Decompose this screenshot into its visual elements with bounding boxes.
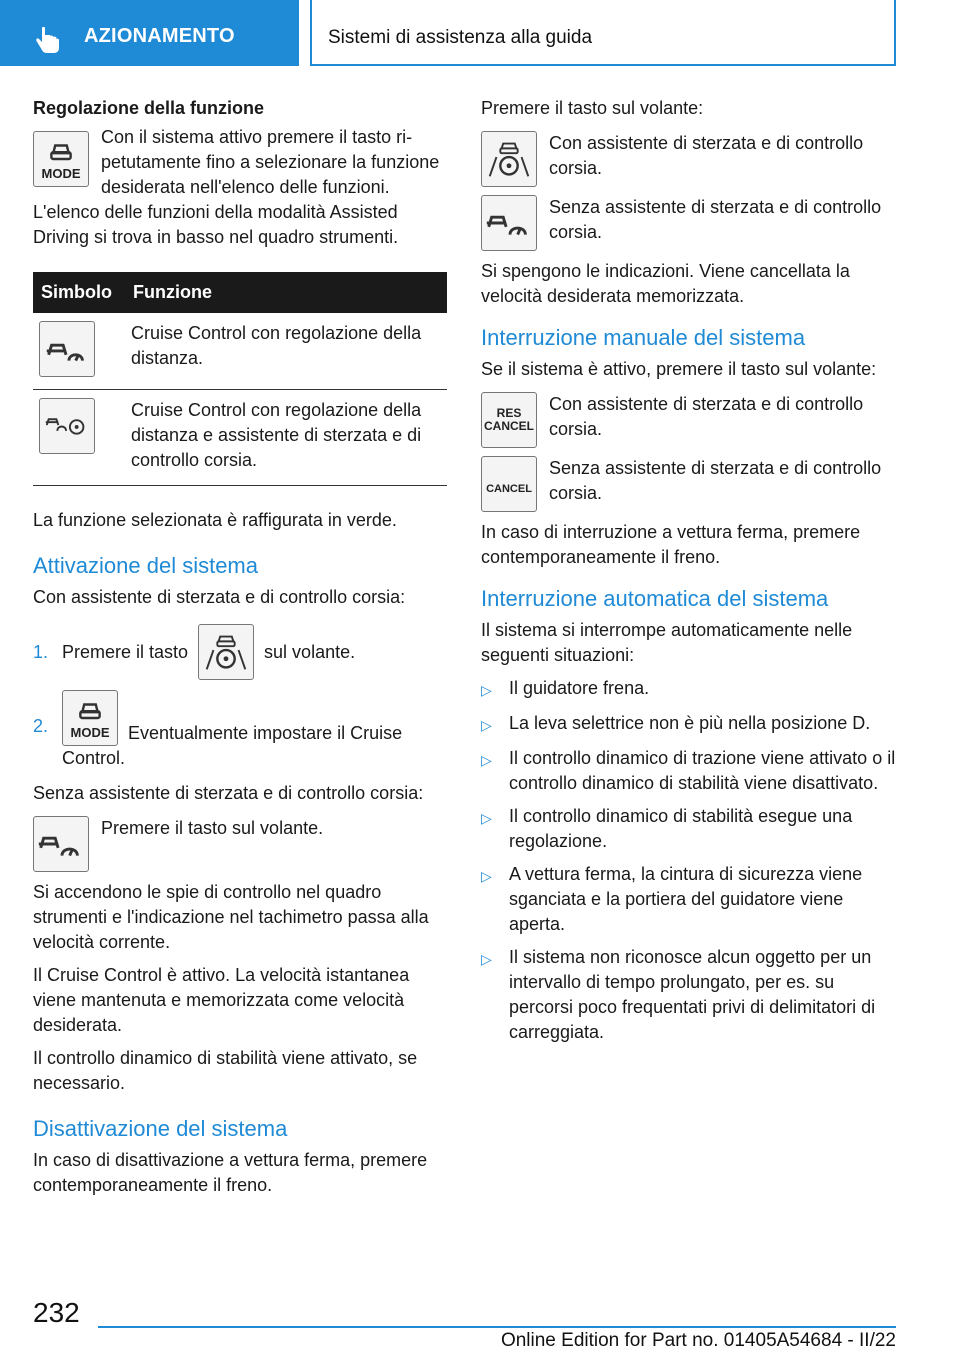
triangle-bullet-icon: ▷: [481, 951, 492, 967]
lane-assist-button-image: [198, 624, 254, 680]
lamps-paragraph: Si accendono le spie di controllo nel quadro strumenti e l'indicazione nel tachimetro passa alla velocità corrente.: [33, 882, 429, 952]
step1-before: Premere il tasto: [62, 641, 189, 662]
cancel-button-image: [481, 456, 537, 512]
list-item-text: La leva selettrice non è più nella posizione D.: [509, 713, 871, 733]
manual-heading: Interruzione manuale del sistema: [481, 325, 806, 350]
lane-assist-cruise-icon: [40, 399, 94, 453]
automatic-intro: Il sistema si interrompe automaticamente nelle seguenti situazioni:: [481, 620, 853, 665]
option-row: [481, 392, 897, 448]
acc-symbol-image: [39, 321, 95, 377]
activation-with-lane: Con assistente di sterzata e di controllo corsia:: [33, 587, 406, 607]
function-adjust-text: Con il sistema attivo premere il tasto ripetutamente fino a selezionare la funzione desiderata nell'elenco delle funzioni. L'elenco delle funzioni della modalità Assisted Driving si trova in basso nel quadro strumenti.: [33, 127, 440, 247]
option-row: [481, 456, 897, 512]
triangle-bullet-icon: ▷: [481, 717, 492, 733]
step2-text: Eventualmente impostare il Cruise Control.: [62, 723, 403, 768]
chapter-tab: [310, 0, 896, 66]
function-adjust-heading: Regolazione della funzione: [33, 98, 265, 118]
symbol-column-header: Simbolo: [33, 272, 125, 313]
option-row: [481, 195, 897, 251]
list-item: [481, 862, 897, 937]
activation-steps: [33, 624, 449, 771]
manual-option-without: Senza assistente di sterzata e di controllo corsia.: [549, 458, 882, 503]
list-item-text: Il guidatore frena.: [509, 678, 650, 698]
table-row: [33, 390, 447, 486]
res-label: RES: [496, 406, 522, 420]
mode-label: MODE: [41, 166, 81, 181]
symbol-table: [33, 272, 447, 486]
manual-stationary: In caso di interruzione a vettura ferma, premere contemporaneamente il freno.: [481, 522, 861, 567]
press-wheel-intro: Premere il tasto sul volante:: [481, 98, 704, 118]
list-item-text: Il controllo dinamico di trazione viene attivato o il controllo dinamico di stabilità viene disattivato.: [509, 748, 896, 793]
step1-after: sul volante.: [264, 641, 356, 662]
dsc-paragraph: Il controllo dinamico di stabilità viene attivato, se necessario.: [33, 1048, 418, 1093]
page-number: 232: [33, 1297, 80, 1328]
activation-without-lane: Senza assistente di sterzata e di controllo corsia:: [33, 783, 424, 803]
function-cell: Cruise Control con regolazione della distanza.: [125, 313, 447, 390]
step-number: 1.: [33, 641, 49, 662]
distance-cruise-icon: [482, 196, 536, 250]
list-item: [481, 945, 897, 1045]
list-item-text: A vettura ferma, la cintura di sicurezza viene sganciata e la portiera del guidatore viene aperta.: [509, 864, 863, 934]
list-item: [481, 676, 897, 703]
triangle-bullet-icon: ▷: [481, 752, 492, 768]
table-row: [33, 313, 447, 390]
list-item: [33, 690, 449, 771]
mode-button-image: [62, 690, 118, 746]
deactivation-heading: Disattivazione del sistema: [33, 1116, 288, 1141]
green-note: La funzione selezionata è raffigurata in verde.: [33, 510, 397, 530]
section-tab: [0, 0, 299, 66]
list-item-text: Il controllo dinamico di stabilità esegue una regolazione.: [509, 806, 853, 851]
active-paragraph: Il Cruise Control è attivo. La velocità istantanea viene mantenuta e memorizzata come velocità desiderata.: [33, 965, 410, 1035]
list-item: [481, 804, 897, 854]
hand-pointer-icon: [33, 25, 63, 55]
manual-option-with: Con assistente di sterzata e di controllo corsia.: [549, 394, 864, 439]
activation-heading: Attivazione del sistema: [33, 553, 258, 578]
option-row: [481, 131, 897, 187]
cancel-label: CANCEL: [486, 483, 532, 495]
option-with-text: Con assistente di sterzata e di controllo corsia.: [549, 133, 864, 178]
acc-lane-symbol-image: [39, 398, 95, 454]
function-adjust-block: [33, 125, 449, 250]
press-wheel-text: Premere il tasto sul volante.: [101, 818, 324, 838]
acc-button-image: [33, 816, 89, 872]
mode-button-image: [33, 131, 89, 187]
left-column: [33, 96, 449, 1198]
mode-label: MODE: [70, 725, 110, 740]
triangle-bullet-icon: ▷: [481, 810, 492, 826]
deactivation-text: In caso di disattivazione a vettura ferma, premere contemporaneamente il freno.: [33, 1150, 428, 1195]
step-number: 2.: [33, 716, 49, 736]
lane-assist-steering-icon: [482, 132, 536, 186]
list-item: [481, 746, 897, 796]
chapter-title: Sistemi di assistenza alla guida: [328, 27, 593, 48]
press-wheel-row: [33, 816, 449, 872]
lane-assist-button-image: [481, 131, 537, 187]
option-without-text: Senza assistente di sterzata e di controllo corsia.: [549, 197, 882, 242]
distance-cruise-icon: [40, 322, 94, 376]
list-item: [481, 711, 897, 738]
right-column: [481, 96, 897, 1053]
section-title: AZIONAMENTO: [84, 25, 235, 47]
distance-cruise-icon: [34, 817, 88, 871]
indications-off: Si spengono le indicazioni. Viene cancellata la velocità desiderata memorizzata.: [481, 261, 850, 306]
function-column-header: Funzione: [125, 272, 447, 313]
list-item-text: Il sistema non riconosce alcun oggetto per un intervallo di tempo prolungato, per es. su percorsi poco frequentati privi di delimitatori di carreggiata.: [509, 947, 876, 1042]
triangle-bullet-icon: ▷: [481, 868, 492, 884]
function-cell: Cruise Control con regolazione della distanza e assistente di sterzata e di controllo corsia.: [125, 390, 447, 486]
lane-assist-steering-icon: [199, 625, 253, 679]
cancel-label: CANCEL: [484, 419, 534, 433]
automatic-heading: Interruzione automatica del sistema: [481, 586, 829, 611]
manual-intro: Se il sistema è attivo, premere il tasto sul volante:: [481, 359, 877, 379]
triangle-bullet-icon: ▷: [481, 682, 492, 698]
automatic-list: [481, 676, 897, 1045]
edition-text: Online Edition for Part no. 01405A54684 - II/22: [500, 1330, 896, 1351]
acc-button-image: [481, 195, 537, 251]
footer-divider: [98, 1326, 896, 1328]
res-cancel-button-image: [481, 392, 537, 448]
list-item: [33, 624, 449, 680]
